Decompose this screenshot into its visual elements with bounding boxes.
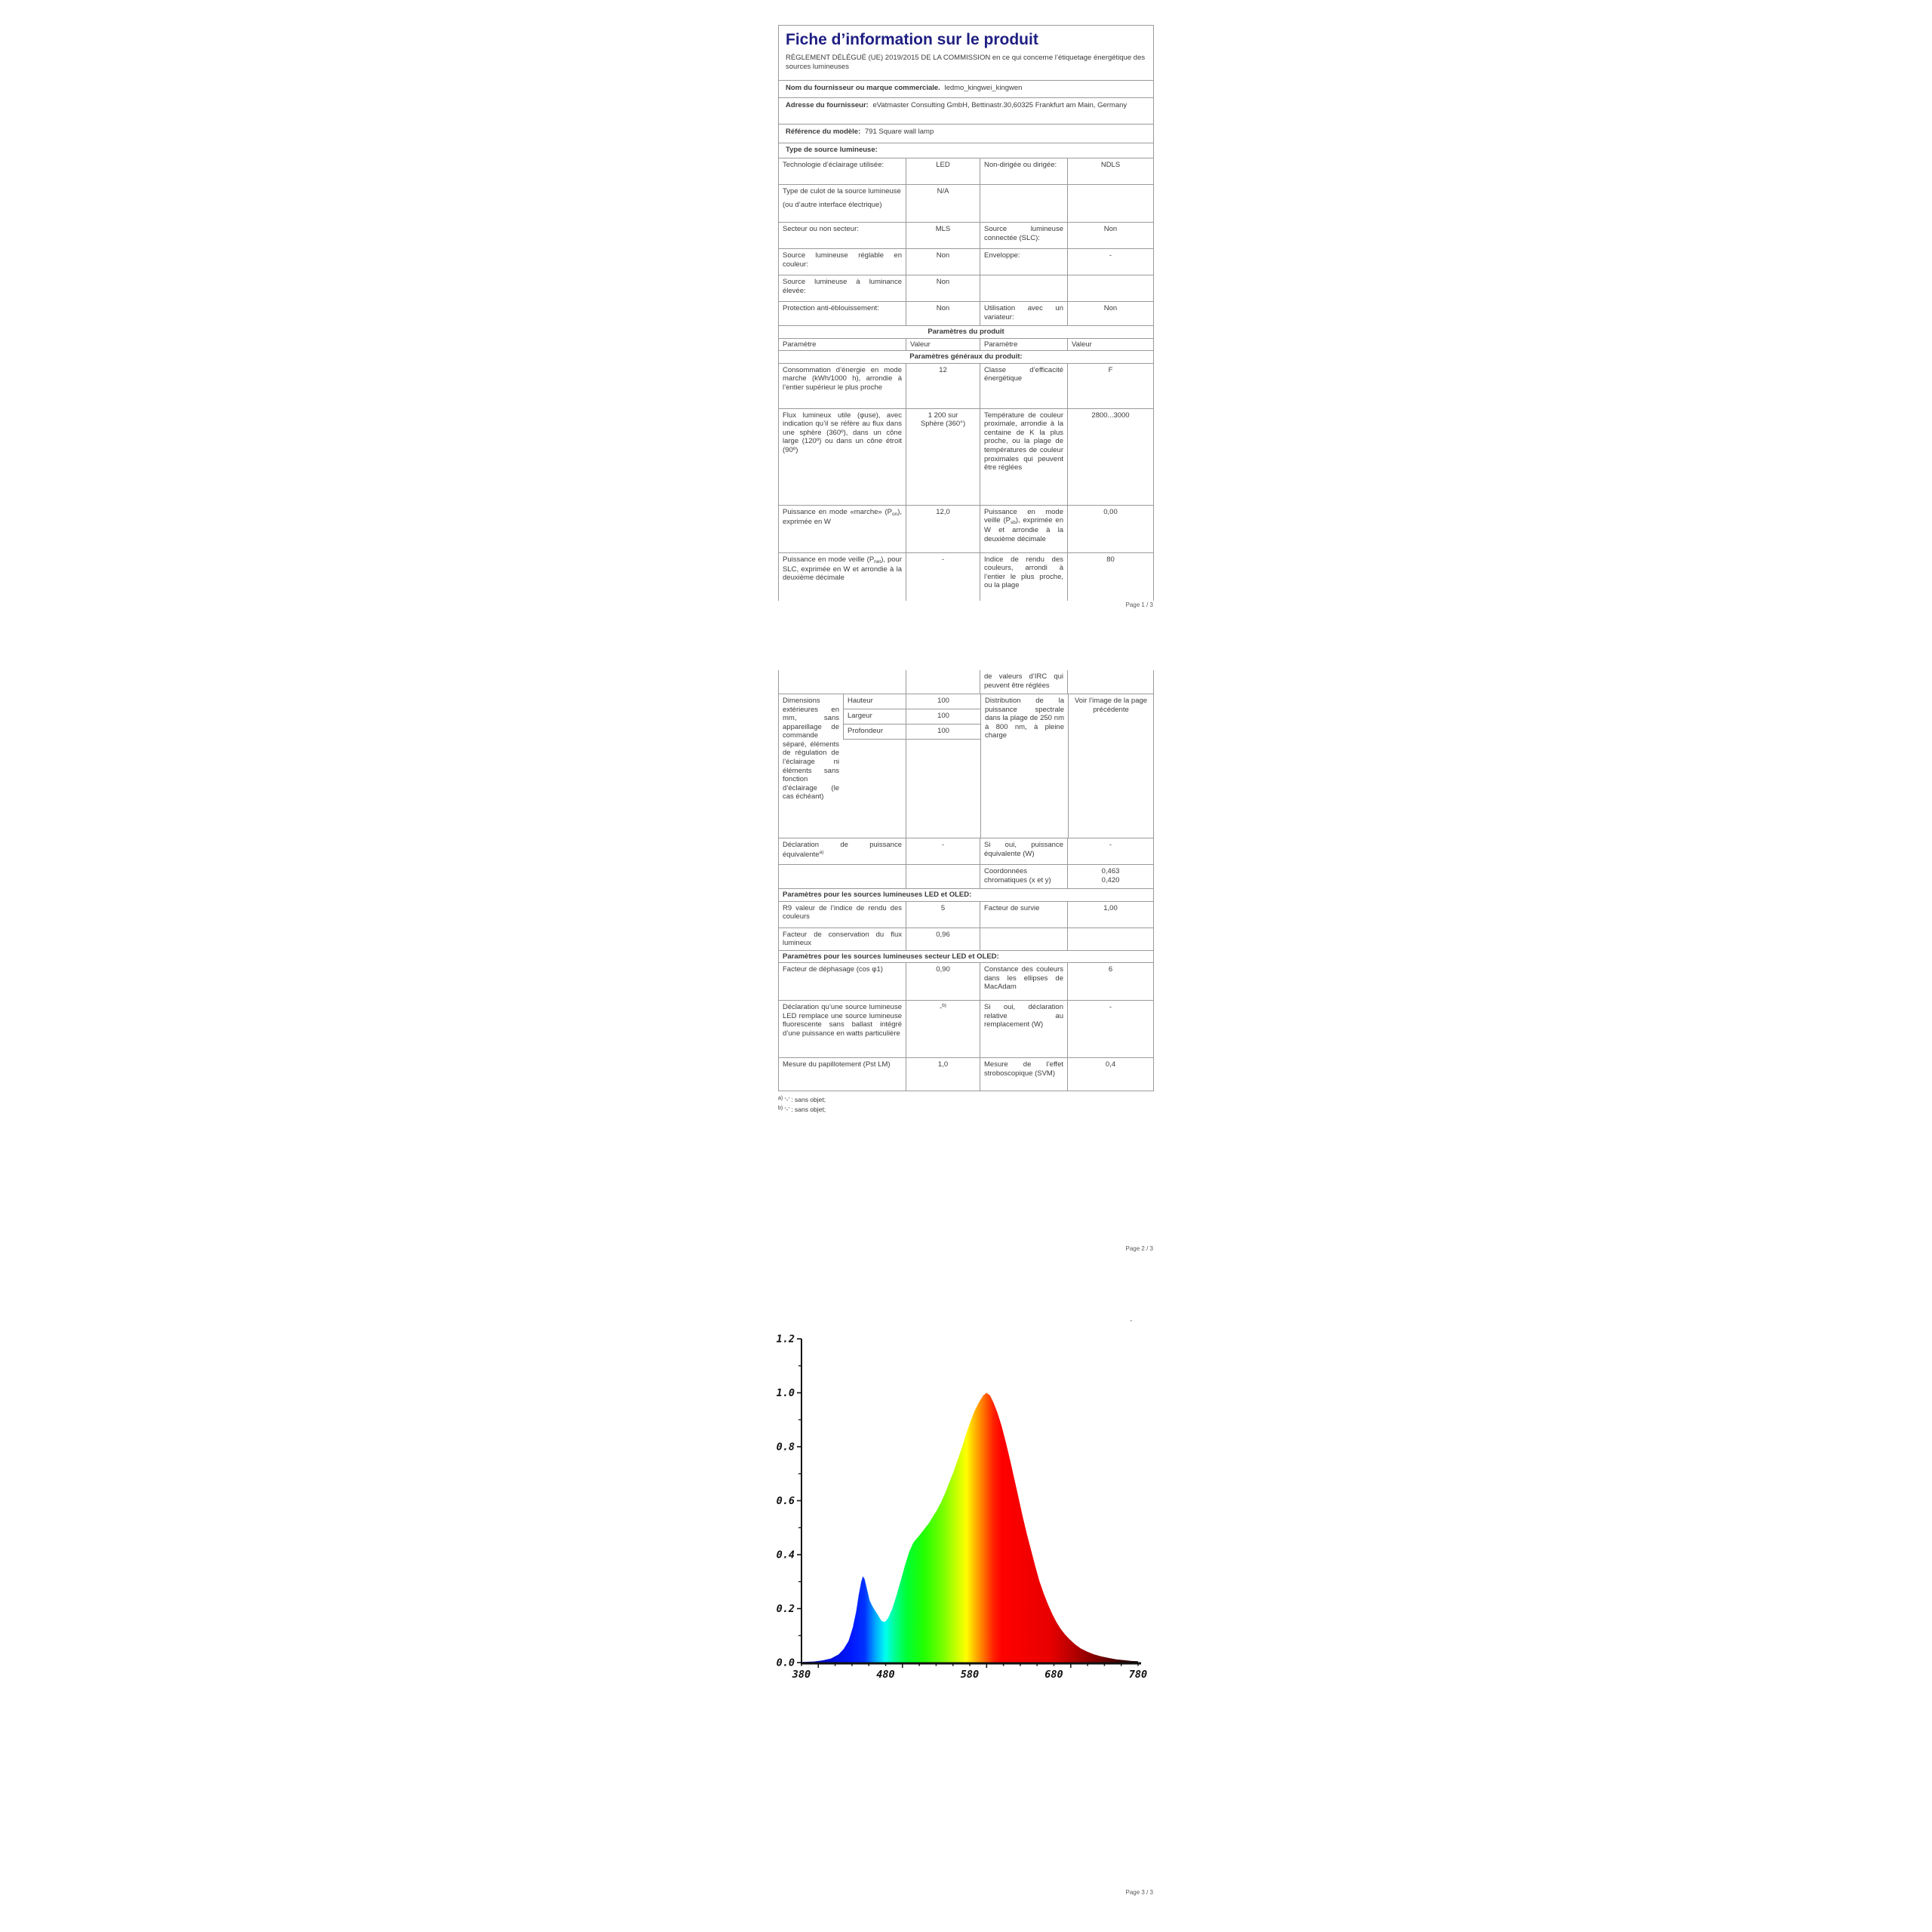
param-value: 12,0	[906, 506, 980, 552]
svg-text:0.2: 0.2	[776, 1603, 795, 1615]
param-value: 0,463 0,420	[1067, 865, 1153, 888]
param-value: 12	[906, 364, 980, 408]
param-row	[779, 505, 1153, 552]
param-value: 80	[1067, 553, 1153, 601]
param-value	[1067, 275, 1153, 301]
param-value: Non	[906, 302, 980, 325]
param-label: Facteur de conservation du flux lumineux	[783, 930, 902, 948]
param-row	[779, 1000, 1153, 1057]
param-row	[779, 408, 1153, 505]
footnotes	[778, 1095, 1154, 1115]
param-label: Déclaration qu’une source lumineuse LED remplace une source lumineuse fluorescente sans ballast intégré d’une puissance en watts particulière	[783, 1003, 902, 1038]
param-label: Facteur de survie	[980, 902, 1067, 928]
param-label: Protection anti-éblouissement:	[783, 304, 879, 312]
param-label: Si oui, déclaration relative au remplacement (W)	[980, 1001, 1067, 1057]
param-value: -	[906, 553, 980, 601]
param-label: Classe d’efficacité énergétique	[980, 364, 1067, 408]
param-value: 1,0	[906, 1058, 980, 1091]
param-row	[779, 275, 1153, 301]
param-label: Indice de rendu des couleurs, arrondi à l’entier le plus proche, ou la plage	[980, 553, 1067, 601]
param-label	[980, 928, 1067, 950]
param-label: R9 valeur de l’indice de rendu des couleurs	[783, 903, 902, 921]
regulation-text: RÈGLEMENT DÉLÉGUÉ (UE) 2019/2015 DE LA COMMISSION en ce qui concerne l’étiquetage énergétique des sources lumineuses	[786, 54, 1146, 71]
address-label: Adresse du fournisseur:	[786, 101, 869, 109]
dimension-value: 100	[906, 709, 980, 724]
type-header-row	[779, 143, 1153, 158]
param-label: Enveloppe:	[980, 249, 1067, 275]
dimensions-row	[779, 694, 1153, 838]
page-2-table	[778, 670, 1154, 1091]
page-number-2: Page 2 / 3	[1125, 1245, 1153, 1252]
supplier-row	[779, 80, 1153, 97]
param-label	[779, 865, 906, 888]
model-value: 791 Square wall lamp	[864, 128, 934, 136]
address-value: eVatmaster Consulting GmbH, Bettinastr.30,60325 Frankfurt am Main, Germany	[872, 101, 1128, 109]
param-label: Température de couleur proximale, arrondie à la centaine de K la plus proche, ou la plage de températures de couleur proximales qui peuvent être réglées	[980, 409, 1067, 505]
page-2	[778, 670, 1154, 1115]
param-value: N/A	[906, 185, 980, 222]
param-value: 1,00	[1067, 902, 1153, 928]
model-row	[779, 124, 1153, 143]
footnote-b: $^{b)}$ ‘-’ : sans objet;	[778, 1106, 826, 1114]
address-row	[779, 97, 1153, 124]
col-header: Valeur	[1067, 339, 1153, 351]
dimension-label: Largeur	[843, 709, 906, 724]
page-1	[778, 25, 1154, 601]
param-label: Déclaration de puissance équivalente$^{a)}$	[783, 841, 902, 859]
scan-artifact-mark: ”	[1130, 1319, 1133, 1327]
param-label: Mesure de l’effet stroboscopique (SVM)	[980, 1058, 1067, 1091]
mains-led-oled-header: Paramètres pour les sources lumineuses secteur LED et OLED:	[783, 952, 999, 961]
param-label: Consommation d’énergie en mode marche (kWh/1000 h), arrondie à l’entier supérieur le plus proche	[783, 365, 902, 392]
param-value	[1067, 185, 1153, 222]
param-label: Non-dirigée ou dirigée:	[980, 158, 1067, 184]
page-number-3: Page 3 / 3	[1125, 1889, 1153, 1896]
param-value: 1 200 sur Sphère (360°)	[906, 409, 980, 505]
dimension-label: Profondeur	[843, 724, 906, 740]
params-title: Paramètres du produit	[928, 328, 1004, 336]
param-value: -	[1067, 1001, 1153, 1057]
param-label: Puissance en mode veille $(P_{net})$, pour SLC, exprimée en W et arrondie à la deuxième décimale	[783, 555, 902, 583]
param-row	[779, 1057, 1153, 1091]
param-value: 0,4	[1067, 1058, 1153, 1091]
param-label: Puissance en mode «marche» $(P_{on})$, exprimée en W	[783, 507, 902, 526]
section-header-row	[779, 325, 1153, 338]
param-value: Voir l’image de la page précédente	[1068, 694, 1153, 838]
param-row	[779, 552, 1153, 601]
svg-text:1.0: 1.0	[776, 1387, 795, 1399]
param-label: Distribution de la puissance spectrale dans la plage de 250 nm à 800 nm, à pleine charge	[980, 694, 1068, 838]
param-row	[779, 248, 1153, 275]
param-label: Constance des couleurs dans les ellipses de MacAdam	[980, 963, 1067, 1000]
svg-text:0.0: 0.0	[776, 1657, 795, 1669]
param-value: 6	[1067, 963, 1153, 1000]
supplier-value: ledmo_kingwei_kingwen	[944, 84, 1023, 92]
param-value: -$^{b)}$	[906, 1001, 980, 1057]
param-label: Type de culot de la source lumineuse (ou d’autre interface électrique)	[783, 187, 901, 209]
spectral-power-distribution-chart	[776, 1313, 1153, 1736]
param-value: 0,96	[906, 928, 980, 950]
svg-text:0.8: 0.8	[776, 1441, 795, 1454]
general-title: Paramètres généraux du produit:	[909, 352, 1023, 361]
type-header: Type de source lumineuse:	[786, 146, 878, 154]
spd-curve-area	[801, 1393, 1138, 1663]
param-label	[779, 670, 906, 694]
param-row	[779, 363, 1153, 408]
param-label: Source lumineuse réglable en couleur:	[783, 251, 902, 269]
title-row	[779, 26, 1153, 80]
param-row	[779, 222, 1153, 248]
svg-text:780: 780	[1128, 1669, 1148, 1681]
param-value: F	[1067, 364, 1153, 408]
param-value: Non	[906, 275, 980, 301]
dimension-label: Hauteur	[843, 694, 906, 709]
param-value: Non	[1067, 223, 1153, 248]
param-label: Puissance en mode veille $(P_{sb})$, exprimée en W et arrondie à la deuxième décimale	[980, 506, 1067, 552]
param-value: 5	[906, 902, 980, 928]
col-header: Valeur	[906, 339, 980, 351]
section-header-row	[779, 950, 1153, 963]
svg-text:380: 380	[792, 1669, 811, 1681]
param-label	[980, 275, 1067, 301]
param-value	[906, 670, 980, 694]
supplier-label: Nom du fournisseur ou marque commerciale.	[786, 84, 940, 92]
param-row	[779, 838, 1153, 864]
column-header-row	[779, 338, 1153, 351]
param-label: Si oui, puissance équivalente (W)	[980, 838, 1067, 864]
param-value: 0,00	[1067, 506, 1153, 552]
param-label	[980, 185, 1067, 222]
param-label: Source lumineuse connectée (SLC):	[980, 223, 1067, 248]
dimension-value: 100	[906, 694, 980, 709]
page-number-1: Page 1 / 3	[1125, 601, 1153, 608]
param-row	[779, 158, 1153, 184]
param-label: Mesure du papillotement (Pst LM)	[783, 1060, 891, 1069]
param-label: Utilisation avec un variateur:	[980, 302, 1067, 325]
dimension-value: 100	[906, 724, 980, 740]
param-label: Facteur de déphasage (cos φ1)	[783, 965, 883, 974]
svg-text:480: 480	[876, 1669, 895, 1681]
param-value: LED	[906, 158, 980, 184]
param-value: MLS	[906, 223, 980, 248]
param-label: Technologie d’éclairage utilisée:	[783, 161, 884, 169]
param-label: Secteur ou non secteur:	[783, 225, 859, 233]
svg-text:580: 580	[960, 1669, 980, 1681]
param-row	[779, 864, 1153, 888]
param-value	[906, 865, 980, 888]
led-oled-header: Paramètres pour les sources lumineuses LED et OLED:	[783, 891, 972, 899]
dimension-subtable-labels	[843, 694, 906, 838]
param-row	[779, 901, 1153, 928]
col-header: Paramètre	[980, 339, 1067, 351]
param-value: NDLS	[1067, 158, 1153, 184]
section-header-row	[779, 888, 1153, 901]
param-label: Dimensions extérieures en mm, sans appareillage de commande séparé, éléments de régulation de l’éclairage ni éléments sans fonction d’éclairage (le cas échéant)	[783, 697, 839, 801]
svg-text:0.4: 0.4	[776, 1549, 795, 1561]
dimension-subtable-values	[906, 694, 980, 838]
model-label: Référence du modèle:	[786, 128, 861, 136]
param-value: -	[906, 838, 980, 864]
param-row	[779, 301, 1153, 325]
param-label: Source lumineuse à luminance élevée:	[783, 278, 902, 295]
section-header-row	[779, 350, 1153, 363]
param-label: Coordonnées chromatiques (x et y)	[980, 865, 1067, 888]
param-value: 2800...3000	[1067, 409, 1153, 505]
param-value: -	[1067, 838, 1153, 864]
svg-text:1.2: 1.2	[776, 1333, 795, 1346]
param-row	[779, 184, 1153, 222]
col-header: Paramètre	[783, 340, 817, 349]
param-row	[779, 962, 1153, 1000]
continuation-row	[779, 670, 1153, 694]
page-title: Fiche d’information sur le produit	[786, 31, 1038, 48]
param-label: de valeurs d’IRC qui peuvent être réglées	[980, 670, 1067, 694]
param-value	[1067, 670, 1153, 694]
param-value: -	[1067, 249, 1153, 275]
param-value: Non	[906, 249, 980, 275]
param-value	[1067, 928, 1153, 950]
param-row	[779, 928, 1153, 950]
page-1-table	[778, 25, 1154, 601]
svg-text:680: 680	[1044, 1669, 1063, 1681]
svg-text:0.6: 0.6	[776, 1495, 795, 1507]
footnote-a: $^{a)}$ ‘-’ : sans objet;	[778, 1096, 826, 1104]
param-value: Non	[1067, 302, 1153, 325]
param-label: Flux lumineux utile (φuse), avec indication qu’il se réfère au flux dans une sphère (360º), dans un cône large (120º) ou dans un cône étroit (90º)	[783, 411, 902, 455]
param-value: 0,90	[906, 963, 980, 1000]
